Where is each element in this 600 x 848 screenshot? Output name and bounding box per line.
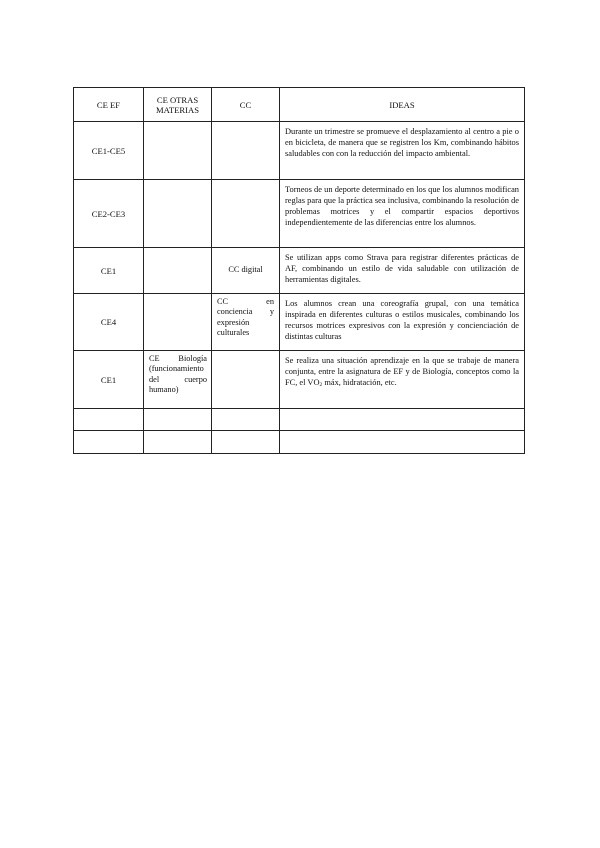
header-ce-otras-materias: CE OTRAS MATERIAS [144, 88, 212, 122]
cell-ce-otras-text [144, 180, 211, 183]
cell-ce-otras-text [144, 122, 211, 125]
cell-idea [280, 248, 525, 294]
cell-ce-otras [144, 294, 212, 351]
cell-idea [280, 180, 525, 248]
cell-cc-text [212, 122, 279, 125]
cell-cc [212, 409, 280, 431]
cell-cc [212, 122, 280, 180]
cell-ce-ef: CE1-CE5 [74, 122, 144, 180]
cell-ce-ef [74, 431, 144, 454]
cell-ce-otras-text [144, 294, 211, 297]
table-row [74, 294, 525, 351]
cell-cc [212, 294, 280, 351]
header-cc: CC [212, 88, 280, 122]
cell-idea-text: Los alumnos crean una coreografía grupal, con una temática inspirada en diferentes culturas o estilos musicales, combinando los recursos motrices expresivos con la expresión y concienciación de distintas culturas [285, 299, 519, 341]
cell-ce-otras [144, 409, 212, 431]
table-header-row [74, 88, 525, 122]
ideas-table [73, 87, 525, 454]
cell-ce-ef [74, 409, 144, 431]
cell-ce-otras [144, 122, 212, 180]
idea-subscript: 2 [319, 382, 323, 389]
cell-ce-ef: CE1 [74, 351, 144, 409]
cell-idea-text: Torneos de un deporte determinado en los que los alumnos modifican reglas para que la práctica sea inclusiva, combinando la resolución de problemas motrices y el compartir espacios deportivos independientemente de las diferencias entre los alumnos. [285, 185, 519, 227]
cell-ce-otras [144, 351, 212, 409]
table-row [74, 180, 525, 248]
cell-ce-otras [144, 431, 212, 454]
idea-text-after: máx, hidratación, etc. [322, 377, 397, 387]
cell-cc-text [212, 180, 279, 183]
cell-ce-ef: CE4 [74, 294, 144, 351]
table-row [74, 431, 525, 454]
cell-idea [280, 294, 525, 351]
header-ce-ef: CE EF [74, 88, 144, 122]
table-row [74, 409, 525, 431]
cell-ce-ef: CE1 [74, 248, 144, 294]
cell-cc-text: CC en conciencia y expresión culturales [217, 297, 274, 338]
cell-cc [212, 431, 280, 454]
cell-ce-ef: CE2-CE3 [74, 180, 144, 248]
cell-idea-text: Se utilizan apps como Strava para registrar diferentes prácticas de AF, combinando un estilo de vida saludable con utilización de herramientas digitales. [285, 253, 519, 284]
cell-ce-otras [144, 248, 212, 294]
table-row [74, 351, 525, 409]
cell-cc [212, 351, 280, 409]
cell-ce-otras [144, 180, 212, 248]
cell-idea [280, 431, 525, 454]
cell-ce-otras-text [144, 248, 211, 251]
cell-cc: CC digital [212, 248, 280, 294]
cell-cc [212, 180, 280, 248]
cell-idea [280, 409, 525, 431]
cell-idea-text: Durante un trimestre se promueve el desplazamiento al centro a pie o en bicicleta, de manera que se registren los Km, combinando hábitos saludables con con la reducción del impacto ambiental. [285, 127, 519, 158]
idea-text-before: Se realiza una situación aprendizaje en la que se trabaje de manera conjunta, entre la asignatura de EF y de Biología, conceptos como la FC, el VO [285, 356, 519, 387]
table-row [74, 248, 525, 294]
header-ideas: IDEAS [280, 88, 525, 122]
cell-idea [280, 122, 525, 180]
cell-idea-text [280, 351, 524, 394]
table-row [74, 122, 525, 180]
cell-ce-otras-text: CE Biología (funcionamiento del cuerpo humano) [149, 354, 207, 395]
cell-idea [280, 351, 525, 409]
cell-cc-text [212, 351, 279, 354]
